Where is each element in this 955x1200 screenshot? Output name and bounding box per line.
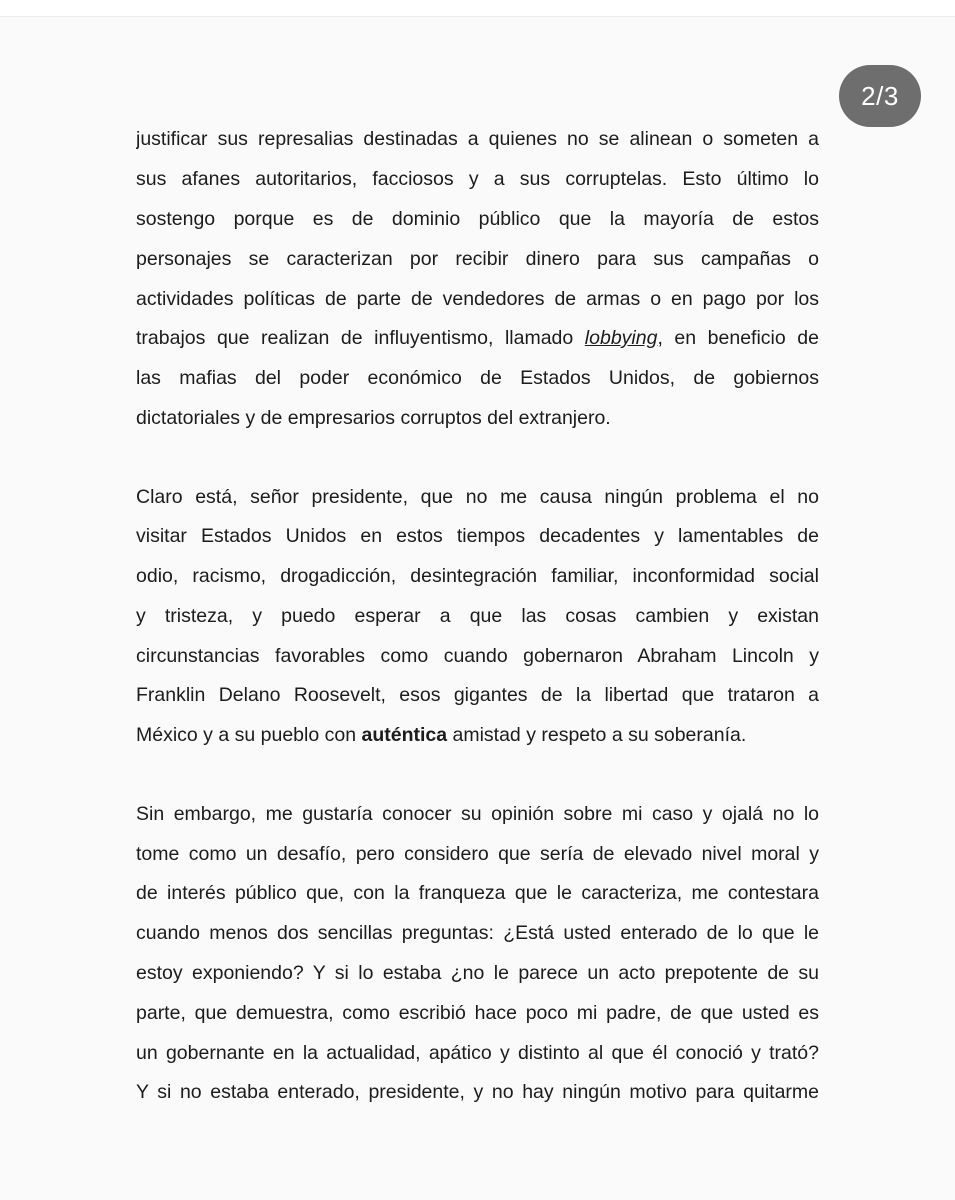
paragraph-1-line-8: dictatoriales y de empresarios corruptos del extranjero. [136,407,611,429]
paragraph-1-line-7: las mafias del poder económico de Estados Unidos, de gobiernos [136,367,819,389]
lobbying-term: lobbying [584,327,658,349]
autentica-emphasis: auténtica [361,724,448,746]
line-text-before: trabajos que realizan de influyentismo, llamado [136,327,585,349]
paragraph-3-line-7: un gobernante en la actualidad, apático y distinto al que él conoció y trató? [136,1042,819,1064]
paragraph-1-line-2: sus afanes autoritarios, facciosos y a sus corruptelas. Esto último lo [136,168,819,190]
paragraph-1-line-6 [136,323,819,353]
paragraph-2-line-5: circunstancias favorables como cuando gobernaron Abraham Lincoln y [136,645,819,667]
paragraph-2-line-2: visitar Estados Unidos en estos tiempos decadentes y lamentables de [136,525,819,547]
paragraph-1-line-4: personajes se caracterizan por recibir dinero para sus campañas o [136,248,819,270]
paragraph-2-line-4: y tristeza, y puedo esperar a que las cosas cambien y existan [136,605,819,627]
paragraph-3-line-2: tome como un desafío, pero considero que sería de elevado nivel moral y [136,843,819,865]
paragraph-1-line-5: actividades políticas de parte de vendedores de armas o en pago por los [136,288,819,310]
document-page [0,17,955,1200]
paragraph-1-line-3: sostengo porque es de dominio público que la mayoría de estos [136,208,819,230]
paragraph-2-line-6: Franklin Delano Roosevelt, esos gigantes de la libertad que trataron a [136,684,819,706]
paragraph-3-line-6: parte, que demuestra, como escribió hace poco mi padre, de que usted es [136,1002,819,1024]
paragraph-3-line-1: Sin embargo, me gustaría conocer su opinión sobre mi caso y ojalá no lo [136,803,819,825]
paragraph-2-line-7 [136,720,819,750]
paragraph-3-line-5: estoy exponiendo? Y si lo estaba ¿no le parece un acto prepotente de su [136,962,819,984]
paragraph-3-line-3: de interés público que, con la franqueza que le caracteriza, me contestara [136,882,819,904]
top-strip [0,0,955,17]
line-text-after: , en beneficio de [657,327,819,349]
paragraph-1-line-1: justificar sus represalias destinadas a quienes no se alinean o someten a [136,128,819,150]
page-indicator-badge[interactable]: 2/3 [839,65,921,127]
line-text-before: México y a su pueblo con [136,724,362,746]
paragraph-3-line-8: Y si no estaba enterado, presidente, y no hay ningún motivo para quitarme [136,1081,819,1103]
paragraph-2-line-3: odio, racismo, drogadicción, desintegración familiar, inconformidad social [136,565,819,587]
paragraph-3-line-4: cuando menos dos sencillas preguntas: ¿Está usted enterado de lo que le [136,922,819,944]
line-text-after: amistad y respeto a su soberanía. [447,724,747,746]
paragraph-2-line-1: Claro está, señor presidente, que no me causa ningún problema el no [136,486,819,508]
